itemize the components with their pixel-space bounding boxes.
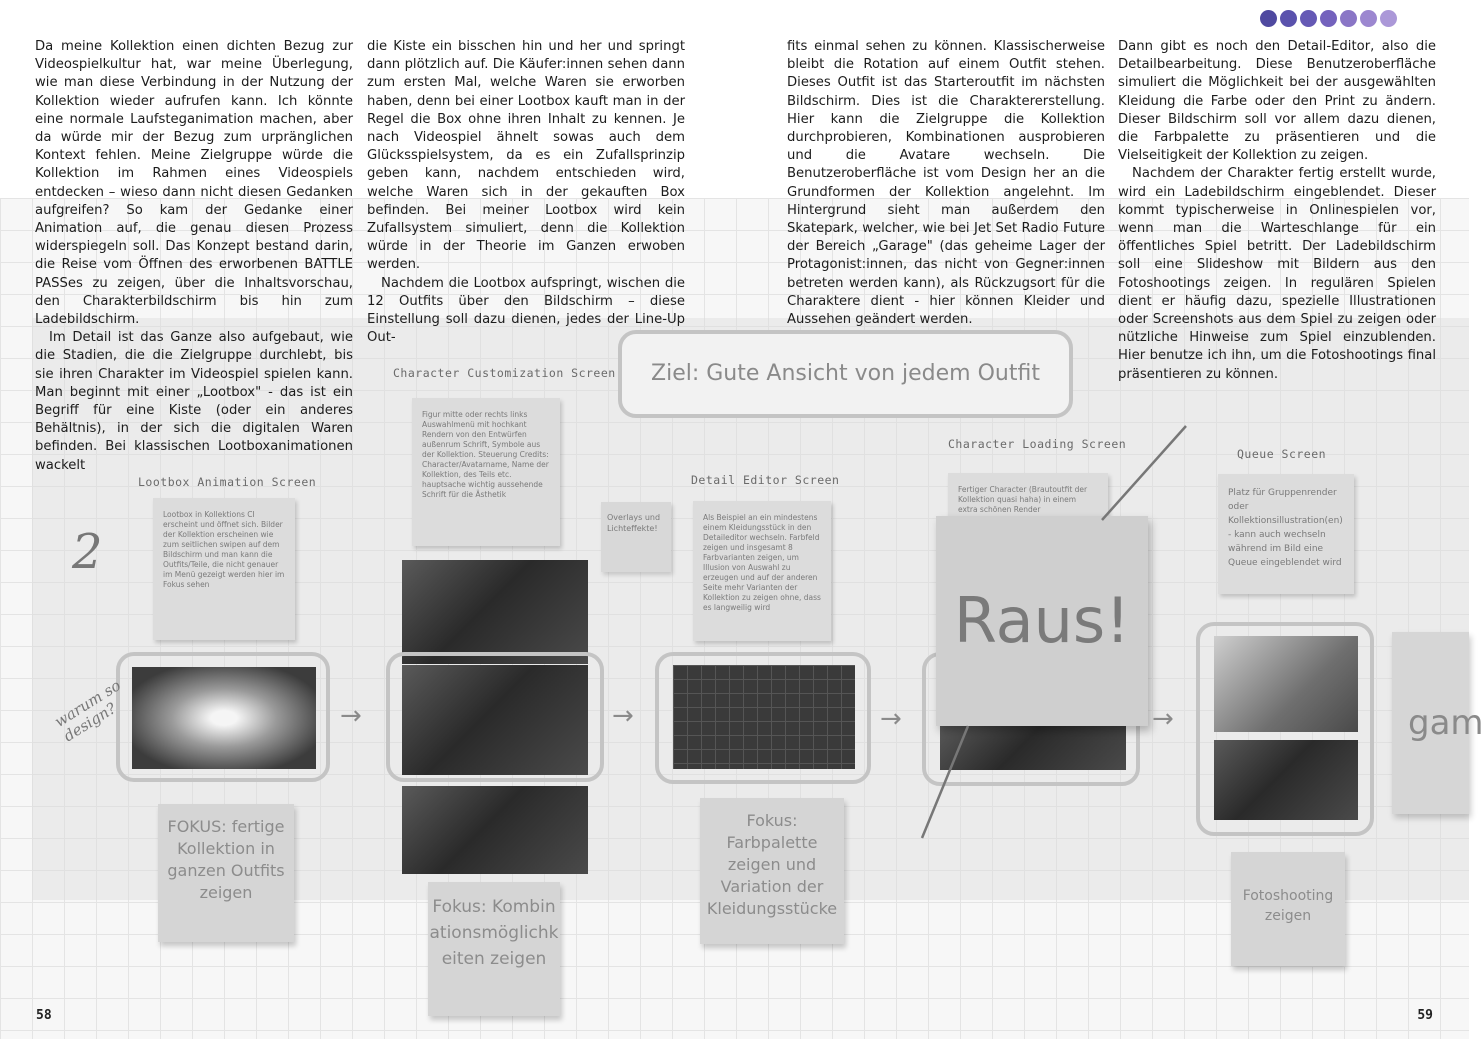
note-queue: Platz für Gruppenrender oder Kollektionsillustration(en) - kann auch wechseln während im Bild eine Queue eingeblendet wird (1218, 474, 1354, 594)
sticky-game-partial: gam (1392, 632, 1469, 814)
fokus-lootbox: FOKUS: fertige Kollektion in ganzen Outfits zeigen (158, 804, 294, 942)
dot-7 (1380, 10, 1397, 27)
paragraph: Dann gibt es noch den Detail-Editor, also die Detailbearbeitung. Diese Benutzeroberfläche simuliert die Möglichkeit bei der ausgewählten Kleidung die Farbe oder den Print zu ändern. Dieser Bildschirm soll vor allem dazu dienen, die Farbpalette zu präsentieren und die Vielseitigkeit der Kollektion zu zeigen. (1118, 39, 1436, 164)
goal-frame: Ziel: Gute Ansicht von jedem Outfit (618, 330, 1073, 418)
page-number-left: 58 (36, 1008, 52, 1023)
arrow-icon: → (612, 701, 634, 731)
label-lootbox-screen: Lootbox Animation Screen (138, 475, 317, 489)
fokus-detail: Fokus: Farbpalette zeigen und Variation der Kleidungsstücke (700, 798, 844, 944)
dot-4 (1320, 10, 1337, 27)
screenshot-customization (402, 665, 588, 775)
handwritten-question: warum so design? (51, 676, 124, 746)
text-column-2 (367, 38, 685, 347)
dot-3 (1300, 10, 1317, 27)
label-customization-screen: Character Customization Screen (393, 366, 616, 380)
arrow-icon: → (1152, 704, 1174, 734)
sticky-raus: Raus! (936, 516, 1148, 726)
text-column-3 (787, 38, 1105, 329)
paragraph: die Kiste ein bisschen hin und her und springt dann plötzlich auf. Die Käufer:innen sehen dann zum ersten Mal, welche Waren sie erworben haben, denn bei einer Lootbox kauft man in der Regel die Box ohne ihren Inhalt zu kennen. Je nach Videospiel ähnelt sowas auch dem Glücksspielsystem, da es ein Zufallsprinzip geben kann, nachdem entschieden wird, welche Waren sich in der gekauften Box befinden. Bei meiner Lootbox wird kein Zufallsystem simuliert, denn die Kollektion würde in der Theorie im Ganzen erwoben werden. (367, 39, 685, 273)
screenshot-queue-top (1214, 636, 1358, 732)
note-loading: Fertiger Character (Brautoutfit der Kollektion quasi haha) in einem extra schönen Render (948, 473, 1108, 533)
note-detail: Als Beispiel an ein mindestens einem Kleidungsstück in den Detaileditor wechseln. Farbfeld zeigen und insgesamt 8 Farbvarianten zeigen, um Illusion von Auswahl zu erzeugen und auf der anderen Seite mehr Varianten der Kollektion zu zeigen ohne, dass es langweilig wird (693, 501, 831, 641)
screenshot-lootbox (132, 667, 316, 769)
decorative-dots (1260, 10, 1397, 27)
screenshot-customization-top (402, 560, 588, 664)
screenshot-queue-bottom (1214, 740, 1358, 820)
screenshot-customization-bottom (402, 786, 588, 874)
label-detail-screen: Detail Editor Screen (691, 473, 840, 487)
paragraph: fits einmal sehen zu können. Klassischerweise bleibt die Rotation auf einem Outfit stehen. Dieses Outfit ist das Starteroutfit im nächsten Bildschirm. Dies ist die Charaktererstellung. Hier kann die Zielgruppe die Kollektion durchprobieren, Kombinationen ausprobieren und die Avatare wechseln. Die Benutzeroberfläche ist vom Design her an die Grundformen der Kollektion angelehnt. Im Hintergrund sieht man außerdem den Skatepark, welcher, wie bei Jet Set Radio Future der Bereich „Garage" (das geheime Lager der Protagonist:innen, das nicht von Gegner:innen betreten werden kann), als Rückzugsort für die Charaktere dient - hier können Kleider und Aussehen geändert werden. (787, 39, 1105, 328)
paragraph: Nachdem der Charakter fertig erstellt wurde, wird ein Ladebildschirm eingeblendet. Dieser kommt typischerweise in Onlinespielen vor, wenn man die Warteschlange für ein öffentliches Spiel betritt. Der Ladebildschirm soll eine Slideshow mit Bildern aus den Fotoshootings zeigen. In regulären Spielen dient er häufig dazu, spezielle Illustrationen oder Screenshots aus dem Spiel zu zeigen oder nützliche Hinweise zum Spiel einzublenden. Hier benutze ich ihn, um die Fotoshootings final präsentieren zu können. (1118, 166, 1436, 382)
note-lootbox: Lootbox in Kollektions CI erscheint und öffnet sich. Bilder der Kollektion erscheinen wie zum seitlichen swipen auf dem Bildschirm und man kann die Outfits/Teile, die nicht genauer im Menü gezeigt werden hier im Fokus sehen (153, 498, 295, 640)
strike-lines (920, 424, 1190, 844)
text-column-4 (1118, 38, 1436, 384)
text-column-1 (35, 38, 353, 475)
strike-line-bottom (922, 726, 968, 838)
screenshot-detail (673, 665, 855, 769)
arrow-icon: → (880, 704, 902, 734)
note-customization: Figur mitte oder rechts links Auswahlmenü mit hochkant Rendern von den Entwürfen außenrum Schrift, Symbole aus der Kollektion. Steuerung Credits: Character/Avatarname, Name der Kollektion, des Teils etc. hauptsache wichtig aussehende Schrift für die Ästhetik (412, 398, 560, 546)
dot-2 (1280, 10, 1297, 27)
handwritten-number: 2 (72, 524, 103, 580)
page-number-right: 59 (1417, 1008, 1433, 1023)
paragraph: Im Detail ist das Ganze also aufgebaut, wie die Stadien, die die Zielgruppe durchlebt, bis sie ihren Charakter im Videospiel spielen kann. Man beginnt mit einer „Lootbox" - das ist ein Begriff für eine Kiste (oder ein anderes Behältnis), in der sich die digitalen Waren befinden. Bei klassischen Lootboxanimationen wackelt (35, 330, 353, 473)
note-overlays: Overlays und Lichteffekte! (601, 502, 671, 572)
arrow-icon: → (340, 701, 362, 731)
label-loading-screen: Character Loading Screen (948, 437, 1127, 451)
fokus-customization: Fokus: Kombinationsmöglichkeiten zeigen (428, 882, 560, 1016)
fokus-queue: Fotoshooting zeigen (1231, 852, 1345, 966)
paragraph: Da meine Kollektion einen dichten Bezug zur Videospielkultur hat, war meine Überlegung, wie man diese Verbindung in der Nutzung der Kollektion wieder aufrufen kann. Ich könnte eine normale Laufsteganimation machen, aber da würde mir der Bezug zum urpränglichen Kontext fehlen. Meine Zielgruppe würde die Kollektion im Rahmen eines Videospiels entdecken – wieso dann nicht diesen Gedanken aufgreifen? So kam der Gedanke einer Animation auf, die genau diesen Prozess widerspiegeln soll. Das Konzept bestand darin, die Reise vom Öffnen des erworbenen BATTLE PASSes zu zeigen, über die Inhaltsvorschau, den Charakterbildschirm bis hin zum Ladebildschirm. (35, 39, 353, 328)
label-queue-screen: Queue Screen (1237, 447, 1327, 461)
dot-1 (1260, 10, 1277, 27)
dot-5 (1340, 10, 1357, 27)
dot-6 (1360, 10, 1377, 27)
strike-line-top (1102, 426, 1186, 520)
paragraph: Nachdem die Lootbox aufspringt, wischen die 12 Outfits über den Bildschirm – diese Einstellung soll dazu dienen, jedes der Line-Up Out- (367, 275, 685, 346)
